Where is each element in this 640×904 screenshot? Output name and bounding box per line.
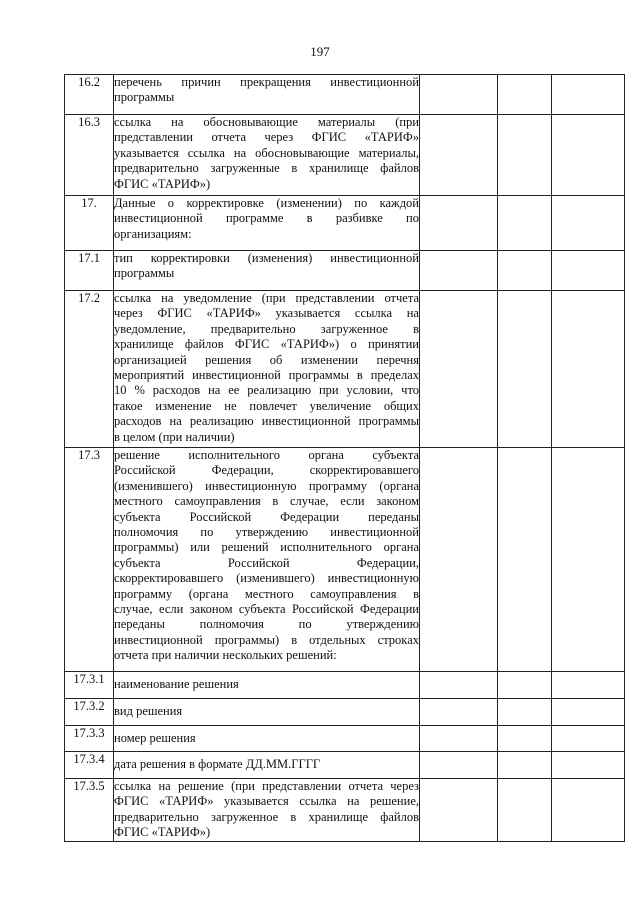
row-number: 17.1 xyxy=(65,251,114,291)
description-line: указывается ссылка на обосновывающие материалы, xyxy=(114,145,419,160)
empty-cell xyxy=(552,196,625,251)
description-line: в целом (при наличии) xyxy=(114,429,235,444)
description-line: программы xyxy=(114,266,175,281)
description-line: расходов на реализацию инвестиционной программы xyxy=(114,414,419,429)
description-line: предварительно загруженные в хранилище файлов xyxy=(114,161,419,176)
description-line: Российской Федерации, скорректировавшего xyxy=(114,463,419,478)
description-line: представлении отчета через ФГИС «ТАРИФ» xyxy=(114,130,419,145)
description-line: местного самоуправления в случае, если законом xyxy=(114,494,419,509)
description-line: ФГИС «ТАРИФ») xyxy=(114,176,211,191)
empty-cell xyxy=(552,672,625,699)
row-number: 16.3 xyxy=(65,115,114,196)
empty-cell xyxy=(420,752,498,779)
table-row xyxy=(65,75,625,115)
empty-cell xyxy=(498,752,552,779)
empty-cell xyxy=(498,75,552,115)
empty-cell xyxy=(420,726,498,752)
description-line: программу (органа местного самоуправления в xyxy=(114,586,419,601)
empty-cell xyxy=(498,196,552,251)
description-line: инвестиционной программы) в отдельных строках xyxy=(114,632,419,647)
description-line: такое изменение не повлечет увеличение общих xyxy=(114,398,419,413)
row-description xyxy=(114,251,420,291)
empty-cell xyxy=(498,291,552,448)
row-description xyxy=(114,448,420,672)
empty-cell xyxy=(498,251,552,291)
empty-cell xyxy=(552,115,625,196)
empty-cell xyxy=(552,448,625,672)
empty-cell xyxy=(552,699,625,726)
empty-cell xyxy=(498,115,552,196)
description-line: ссылка на решение (при представлении отчета через xyxy=(114,779,419,793)
table-row xyxy=(65,779,625,842)
description-line: субъекта Российской Федерации переданы xyxy=(114,509,419,524)
row-number: 17.3.1 xyxy=(65,672,114,699)
description-line: скорректировавшего (изменившего) инвестиционную xyxy=(114,571,419,586)
row-description xyxy=(114,672,420,699)
empty-cell xyxy=(420,75,498,115)
description-line: дата решения в формате ДД.ММ.ГГГГ xyxy=(114,757,321,772)
description-line: уведомление, предварительно загруженное в xyxy=(114,321,419,336)
description-line: вид решения xyxy=(114,704,183,719)
empty-cell xyxy=(420,196,498,251)
table-row xyxy=(65,448,625,672)
empty-cell xyxy=(498,699,552,726)
empty-cell xyxy=(420,672,498,699)
row-number: 17.3.3 xyxy=(65,726,114,752)
description-line: (изменившего) инвестиционную программу (органа xyxy=(114,478,419,493)
description-line: тип корректировки (изменения) инвестиционной xyxy=(114,251,419,265)
table-row xyxy=(65,699,625,726)
empty-cell xyxy=(498,448,552,672)
row-number: 17. xyxy=(65,196,114,251)
table-row xyxy=(65,726,625,752)
description-line: 10 % расходов на ее реализацию при условии, что xyxy=(114,383,419,398)
table-row xyxy=(65,115,625,196)
empty-cell xyxy=(498,672,552,699)
row-description xyxy=(114,699,420,726)
row-description xyxy=(114,752,420,779)
row-description xyxy=(114,726,420,752)
description-line: номер решения xyxy=(114,730,196,745)
description-line: программы xyxy=(114,90,175,105)
empty-cell xyxy=(552,779,625,842)
description-line: ФГИС «ТАРИФ» указывается ссылка на решение, xyxy=(114,794,419,809)
requirements-table xyxy=(64,74,625,842)
empty-cell xyxy=(498,726,552,752)
empty-cell xyxy=(552,726,625,752)
empty-cell xyxy=(552,752,625,779)
description-line: хранилище файлов ФГИС «ТАРИФ») о принятии xyxy=(114,337,419,352)
row-description xyxy=(114,115,420,196)
empty-cell xyxy=(498,779,552,842)
table-row xyxy=(65,196,625,251)
description-line: Данные о корректировке (изменении) по каждой xyxy=(114,196,419,210)
description-line: переданы полномочия по утверждению xyxy=(114,617,419,632)
row-description xyxy=(114,75,420,115)
empty-cell xyxy=(420,251,498,291)
description-line: ссылка на уведомление (при представлении отчета xyxy=(114,291,419,305)
row-description xyxy=(114,291,420,448)
description-line: перечень причин прекращения инвестиционной xyxy=(114,75,419,89)
table-row xyxy=(65,251,625,291)
description-line: субъекта Российской Федерации, xyxy=(114,555,419,570)
description-line: решение исполнительного органа субъекта xyxy=(114,448,419,462)
description-line: случае, если законом субъекта Российской Федерации xyxy=(114,602,419,617)
description-line: наименование решения xyxy=(114,677,239,692)
page-number: 197 xyxy=(310,44,330,59)
description-line: организацией решения об изменении перечня xyxy=(114,352,419,367)
row-number: 17.3 xyxy=(65,448,114,672)
table-row xyxy=(65,672,625,699)
row-number: 17.2 xyxy=(65,291,114,448)
row-description xyxy=(114,196,420,251)
row-description xyxy=(114,779,420,842)
description-line: программы) или решений исполнительного органа xyxy=(114,540,419,555)
empty-cell xyxy=(420,699,498,726)
row-number: 17.3.4 xyxy=(65,752,114,779)
description-line: инвестиционной программе в разбивке по xyxy=(114,211,419,226)
empty-cell xyxy=(552,291,625,448)
description-line: через ФГИС «ТАРИФ» указывается ссылка на xyxy=(114,306,419,321)
table-row xyxy=(65,291,625,448)
row-number: 16.2 xyxy=(65,75,114,115)
row-number: 17.3.2 xyxy=(65,699,114,726)
description-line: мероприятий инвестиционной программы в пределах xyxy=(114,368,419,383)
empty-cell xyxy=(420,779,498,842)
description-line: отчета при наличии нескольких решений: xyxy=(114,648,337,663)
description-line: ФГИС «ТАРИФ») xyxy=(114,825,211,840)
empty-cell xyxy=(552,75,625,115)
empty-cell xyxy=(420,291,498,448)
table-row xyxy=(65,752,625,779)
empty-cell xyxy=(552,251,625,291)
description-line: предварительно загруженное в хранилище файлов xyxy=(114,809,419,824)
description-line: полномочия по утверждению инвестиционной xyxy=(114,525,419,540)
description-line: ссылка на обосновывающие материалы (при xyxy=(114,115,419,129)
description-line: организациям: xyxy=(114,226,192,241)
empty-cell xyxy=(420,115,498,196)
empty-cell xyxy=(420,448,498,672)
row-number: 17.3.5 xyxy=(65,779,114,842)
